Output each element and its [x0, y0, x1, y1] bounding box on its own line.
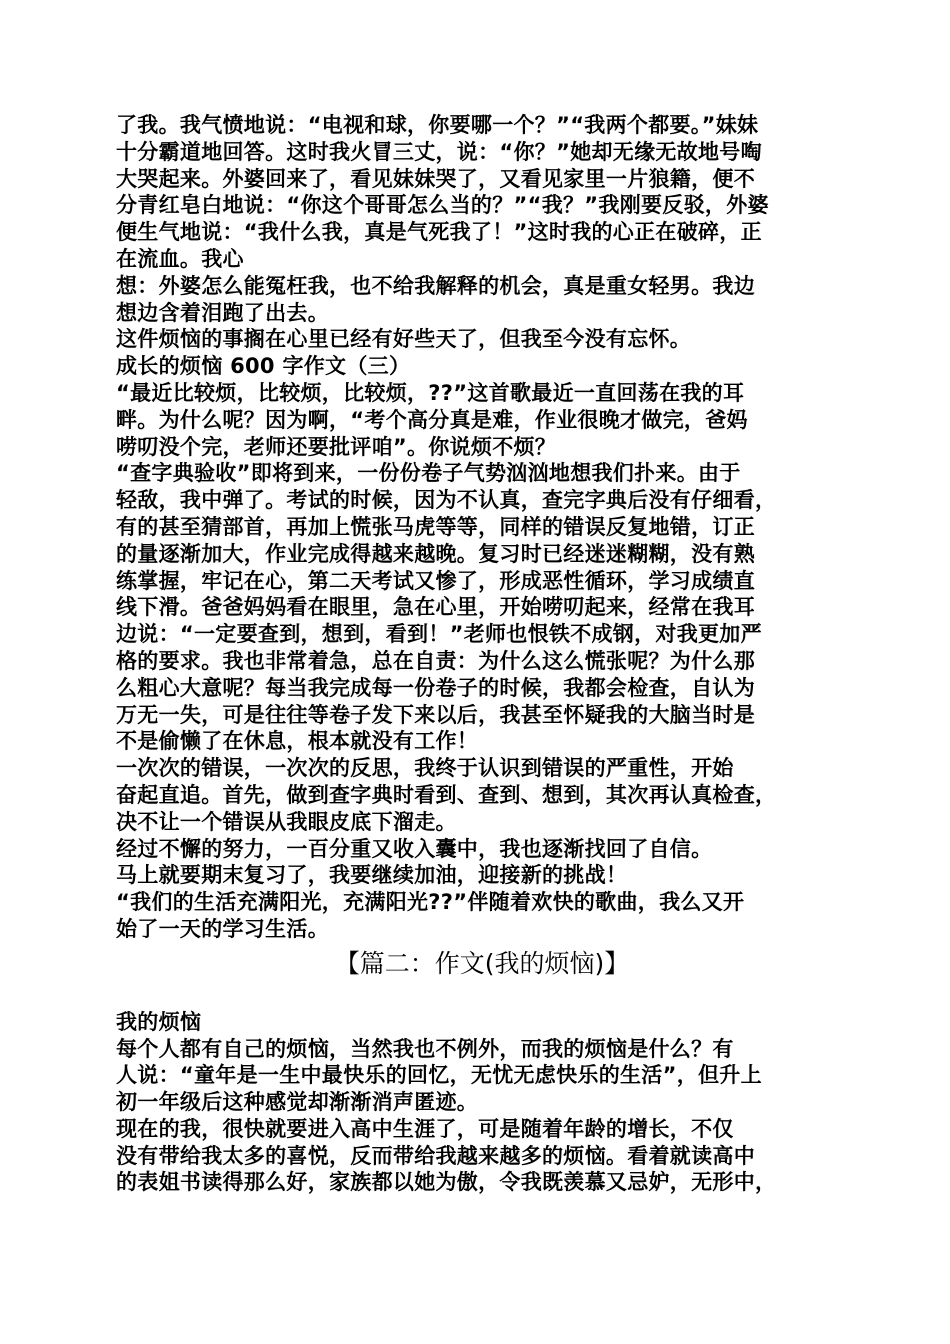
text-line: 格的要求。我也非常着急，总在自责：为什么这么慌张呢？为什么那	[116, 648, 755, 673]
text-line: 分青红皂白地说：“你这个哥哥怎么当的？”“我？”我刚要反驳，外婆	[116, 193, 769, 218]
essay-part-one	[116, 112, 848, 943]
text-line: 人说：“童年是一生中最快乐的回忆，无忧无虑快乐的生活”，但升上	[116, 1063, 762, 1088]
text-line: 大哭起来。外婆回来了，看见妹妹哭了，又看见家里一片狼籍，便不	[116, 166, 755, 191]
essay-subtitle: 我的烦恼	[116, 1009, 202, 1034]
text-line: 边说：“一定要查到，想到，看到！”老师也恨铁不成钢，对我更加严	[116, 622, 762, 647]
section-heading: 【篇二：作文(我的烦恼)】	[334, 948, 630, 978]
text-line: 万无一失，可是往往等卷子发下来以后，我甚至怀疑我的大脑当时是	[116, 702, 755, 727]
text-line: 马上就要期末复习了，我要继续加油，迎接新的挑战！	[116, 863, 628, 888]
text-line: 一次次的错误，一次次的反思，我终于认识到错误的严重性，开始	[116, 756, 734, 781]
text-line: 的量逐渐加大，作业完成得越来越晚。复习时已经迷迷糊糊，没有熟	[116, 541, 755, 566]
text-line: 初一年级后这种感觉却渐渐消声匿迹。	[116, 1090, 479, 1115]
text-line: 奋起直追。首先，做到查字典时看到、查到、想到，其次再认真检查，	[116, 782, 777, 807]
document-page	[116, 112, 848, 1196]
text-line: 决不让一个错误从我眼皮底下溜走。	[116, 809, 457, 834]
text-line: 经过不懈的努力，一百分重又收入囊中，我也逐渐找回了自信。	[116, 836, 713, 861]
text-line: 练掌握，牢记在心，第二天考试又惨了，形成恶性循环，学习成绩直	[116, 568, 755, 593]
text-line: 十分霸道地回答。这时我火冒三丈，说：“你？”她却无缘无故地号啕	[116, 139, 762, 164]
text-line: 每个人都有自己的烦恼，当然我也不例外，而我的烦恼是什么？有	[116, 1036, 734, 1061]
text-line: 线下滑。爸爸妈妈看在眼里，急在心里，开始唠叨起来，经常在我耳	[116, 595, 755, 620]
text-line: 这件烦恼的事搁在心里已经有好些天了，但我至今没有忘怀。	[116, 327, 692, 352]
text-line: 没有带给我太多的喜悦，反而带给我越来越多的烦恼。看着就读高中	[116, 1143, 755, 1168]
text-line: “查字典验收”即将到来，一份份卷子气势汹汹地想我们扑来。由于	[116, 461, 741, 486]
text-line: 在流血。我心	[116, 246, 244, 271]
text-line: 始了一天的学习生活。	[116, 916, 329, 941]
text-line: “我们的生活充满阳光，充满阳光??”伴随着欢快的歌曲，我么又开	[116, 890, 745, 915]
text-line: 想：外婆怎么能冤枉我，也不给我解释的机会，真是重女轻男。我边	[116, 273, 755, 298]
text-line: 便生气地说：“我什么我，真是气死我了！”这时我的心正在破碎，正	[116, 220, 762, 245]
text-line: 现在的我，很快就要进入高中生涯了，可是随着年龄的增长，不仅	[116, 1116, 734, 1141]
text-line: 了我。我气愤地说：“电视和球，你要哪一个？”“我两个都要。”妹妹	[116, 113, 759, 137]
text-line: “最近比较烦，比较烦，比较烦，??”这首歌最近一直回荡在我的耳	[116, 380, 745, 405]
text-line: 不是偷懒了在休息，根本就没有工作！	[116, 729, 479, 754]
essay-title-line: 成长的烦恼 600 字作文（三）	[116, 354, 411, 379]
essay-part-two	[116, 1009, 848, 1197]
text-line: 唠叨没个完，老师还要批评咱”。你说烦不烦？	[116, 434, 557, 459]
text-line: 有的甚至猜部首，再加上慌张马虎等等，同样的错误反复地错，订正	[116, 514, 755, 539]
text-line: 的表姐书读得那么好，家族都以她为傲，令我既羡慕又忌妒，无形中，	[116, 1170, 777, 1195]
text-line: 想边含着泪跑了出去。	[116, 300, 329, 325]
text-line: 么粗心大意呢？每当我完成每一份卷子的时候，我都会检查，自认为	[116, 675, 755, 700]
text-line: 轻敌，我中弹了。考试的时候，因为不认真，查完字典后没有仔细看，	[116, 488, 777, 513]
text-line: 畔。为什么呢？因为啊，“考个高分真是难，作业很晚才做完，爸妈	[116, 407, 748, 432]
